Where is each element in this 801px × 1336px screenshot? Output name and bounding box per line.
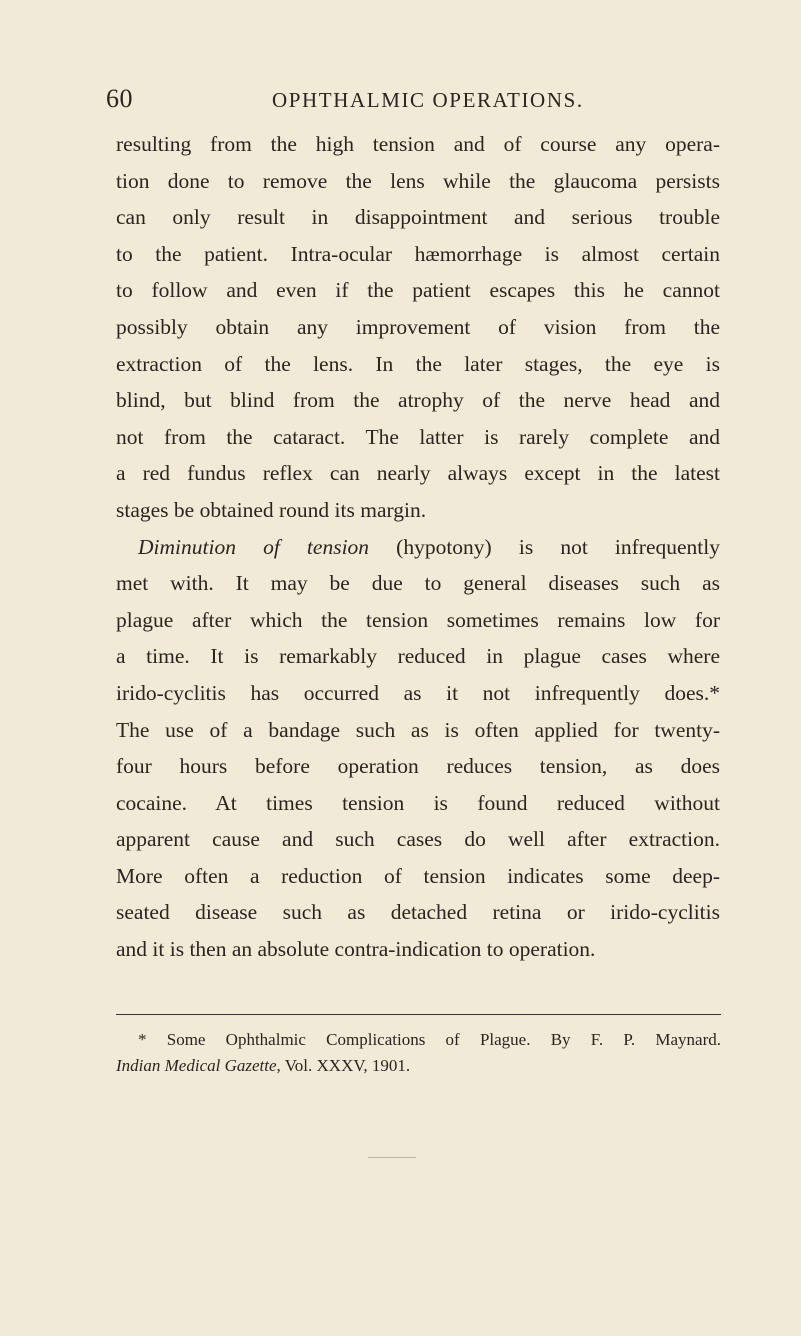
text-line: not from the cataract. The latter is rarely complete and [116,424,720,449]
text-line: stages be obtained round its margin. [116,497,427,522]
text-line: possibly obtain any improvement of vision from the [116,314,720,339]
text-line: cocaine. At times tension is found reduced without [116,790,720,815]
text-line: More often a reduction of tension indicates some deep- [116,863,720,888]
page-number: 60 [106,84,133,113]
footnote-journal: Indian Medical Gazette [116,1056,277,1075]
text-line: met with. It may be due to general diseases such as [116,571,720,596]
text-line: irido-cyclitis has occurred as it not infrequently does.* [116,680,720,705]
footnote-text: Some Ophthalmic Complications of Plague. By F. P. Maynard. [166,1030,721,1049]
paragraph-first-line [116,529,720,566]
running-head: OPHTHALMIC OPERATIONS. [272,88,584,112]
text-line: resulting from the high tension and of course any opera- [116,132,720,156]
footnote-text: , Vol. XXXV, 1901. [276,1056,411,1075]
text-line: plague after which the tension sometimes remains low for [116,607,720,632]
text-line: a red fundus reflex can nearly always except in the latest [116,461,720,486]
text-line: seated disease such as detached retina or irido-cyclitis [116,900,720,925]
text-line: four hours before operation reduces tension, as does [116,754,720,779]
faint-show-through-mark [368,1157,416,1158]
footnote [116,1027,721,1079]
text-line: can only result in disappointment and serious trouble [116,205,720,230]
italic-lead-phrase: Diminution of tension [138,534,370,559]
text-line: to follow and even if the patient escapes this he cannot [116,278,720,303]
text-line: a time. It is remarkably reduced in plague cases where [116,644,720,669]
footnote-marker: * [138,1030,147,1049]
text-line: tion done to remove the lens while the glaucoma persists [116,168,720,193]
text-line: and it is then an absolute contra-indication to operation. [116,937,596,962]
footnote-divider [116,1014,721,1015]
text-line: apparent cause and such cases do well after extraction. [116,827,720,852]
footnote-line [116,1053,721,1079]
text-line: blind, but blind from the atrophy of the nerve head and [116,388,720,413]
text-line: to the patient. Intra-ocular hæmorrhage is almost certain [116,241,720,266]
text-line: extraction of the lens. In the later stages, the eye is [116,351,720,376]
text-line: The use of a bandage such as is often applied for twenty- [116,717,720,742]
footnote-line [116,1027,721,1053]
text-span: (hypotony) is not infrequently [369,534,720,559]
body-text [116,126,720,968]
